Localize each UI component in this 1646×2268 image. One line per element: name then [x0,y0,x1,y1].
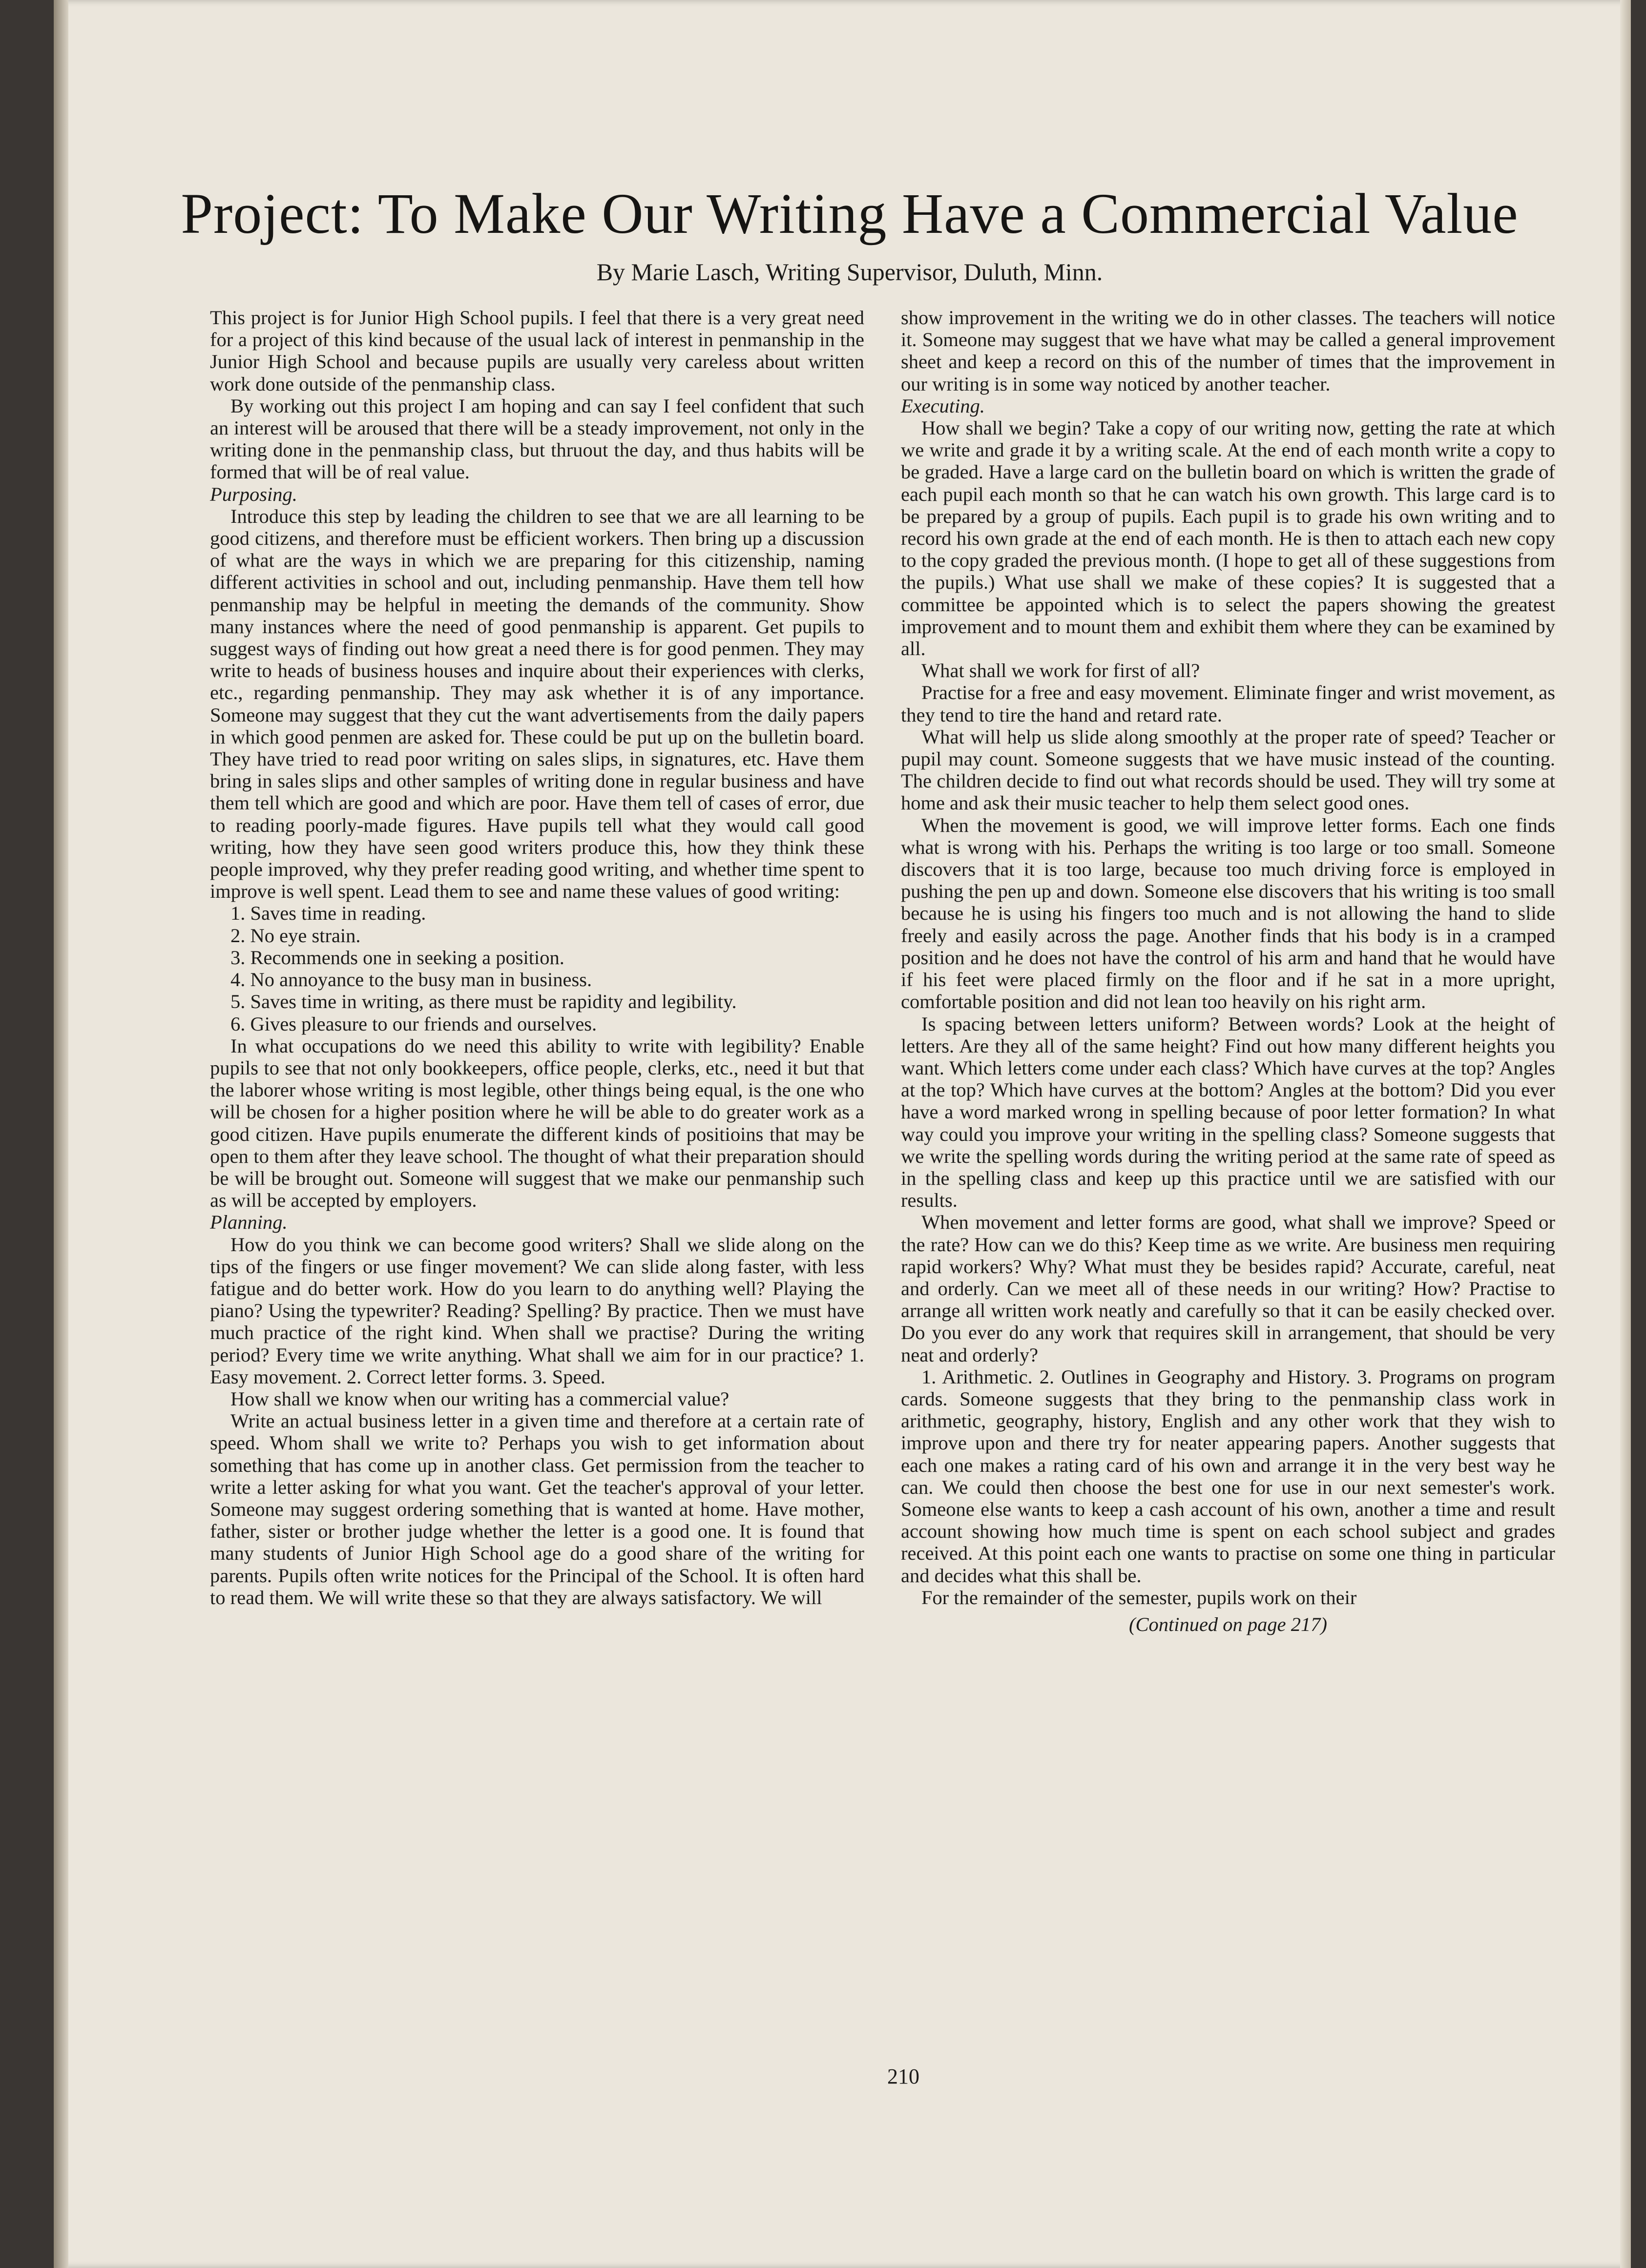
section-heading-executing: Executing. [901,394,985,417]
paragraph: Is spacing between letters uniform? Between words? Look at the height of letters. Are they all of the same height? Find out how many different heights you want. Which letters come under each class? Which have curves at the top? Angles at the top? Which have curves at the bottom? Angles at the bottom? Did you ever have a word marked wrong in spelling because of poor letter formation? In what way could you improve your writing in the spelling class? Someone suggests that we write the spelling words during the writing period at the same rate of speed as in the spelling class and keep up this practice until we are satisfied with our results. [901,1012,1555,1212]
paragraph: Practise for a free and easy movement. Eliminate finger and wrist movement, as they tend to tire the hand and retard rate. [901,681,1555,726]
page-edge [1620,0,1631,2268]
paragraph: In what occupations do we need this ability to write with legibility? Enable pupils to see that not only bookkeepers, office people, clerks, etc., need it but that the laborer whose writing is most legible, other things being equal, is the one who will be chosen for a higher position where he will be able to do greater work as a good citizen. Have pupils enumerate the different kinds of positioins that may be open to them after they leave school. The thought of what their preparation should be will be brought out. Someone will suggest that we make our penmanship such as will be accepted by employers. [210,1034,864,1212]
paragraph: When movement and letter forms are good, what shall we improve? Speed or the rate? How can we do this? Keep time as we write. Are business men requiring rapid workers? Why? What must they be besides rapid? Accurate, careful, neat and orderly. Can we meet all of these needs in our writing? How? Practise to arrange all written work neatly and carefully so that it can be easily checked over. Do you ever do any work that requires skill in arrangement, that should be very neat and orderly? [901,1211,1555,1366]
continued-notice: (Continued on page 217) [1128,1613,1328,1635]
paragraph: When the movement is good, we will improve letter forms. Each one finds what is wrong with his. Perhaps the writing is too large or too small. Someone discovers that it is too large, because too much driving force is employed in pushing the pen up and down. Someone else discovers that his writing is too small because he is using his fingers too much and is not allowing the hand to slide freely and easily across the page. Another finds that his body is in a cramped position and he does not have the control of his arm and hand that he would have if his feet were placed firmly on the floor and if he sat in a more upright, comfortable position and did not lean too heavily on his right arm. [901,814,1555,1013]
paragraph: show improvement in the writing we do in other classes. The teachers will notice it. Someone may suggest that we have what may be called a general improvement sheet and keep a record on this of the number of times that the improvement in our writing is in some way noticed by another teacher. [901,307,1555,395]
paragraph: How shall we know when our writing has a commercial value? [230,1387,729,1410]
paragraph: Write an actual business letter in a given time and therefore at a certain rate of speed. Whom shall we write to? Perhaps you wish to get information about something that has come up in another class. Get permission from the teacher to write a letter asking for what you want. Get the teacher's approval of your letter. Someone may suggest ordering something that is wanted at home. Have mother, father, sister or brother judge whether the letter is a good one. It is found that many students of Junior High School age do a good share of the writing for parents. Pupils often write notices for the Principal of the School. It is often hard to read them. We will write these so that they are always satisfactory. We will [210,1410,864,1608]
list-item: 4. No annoyance to the busy man in business. [230,969,592,991]
list-item: 3. Recommends one in seeking a position. [230,946,564,969]
paragraph: By working out this project I am hoping and can say I feel confident that such an interest will be aroused that there will be a steady improvement, not only in the writing done in the penmanship class, but thruout the day, and thus habits will be formed that will be of real value. [210,394,864,483]
article-byline: By Marie Lasch, Writing Supervisor, Duluth, Minn. [596,258,1103,286]
paragraph: How shall we begin? Take a copy of our writing now, getting the rate at which we write and grade it by a writing scale. At the end of each month write a copy to be graded. Have a large card on the bulletin board on which is written the grade of each pupil each month so that he can watch his own growth. This large card is to be prepared by a group of pupils. Each pupil is to grade his own writing and to record his own grade at the end of each month. He is then to attach each new copy to the copy graded the previous month. (I hope to get all of these suggestions from the pupils.) What use shall we make of these copies? It is suggested that a committee be appointed which is to select the papers showing the greatest improvement and to mount them and exhibit them where they can be examined by all. [901,417,1555,660]
right-column [901,307,1555,1635]
paragraph: What will help us slide along smoothly at the proper rate of speed? Teacher or pupil may count. Someone suggests that we have music instead of the counting. The children decide to find out what records should be used. They will try some at home and ask their music teacher to help them select good ones. [901,725,1555,814]
section-heading-purposing: Purposing. [210,483,297,505]
binding-gutter [54,0,68,2268]
article-title: Project: To Make Our Writing Have a Commercial Value [181,182,1519,246]
section-heading-planning: Planning. [210,1211,288,1234]
list-item: 6. Gives pleasure to our friends and ourselves. [230,1012,597,1035]
list-item: 2. No eye strain. [230,924,361,947]
paragraph: 1. Arithmetic. 2. Outlines in Geography and History. 3. Programs on program cards. Someone suggests that they bring to the penmanship class work in arithmetic, geography, history, English and any other work that they wish to improve upon and there try for neater appearing papers. Another suggests that each one makes a rating card of his own and arrange it in the very best way he can. We could then choose the best one for use in our next semester's work. Someone else wants to keep a cash account of his own, another a time and result account showing how much time is spent on each school subject and grades received. At this point each one wants to practise on some one thing in particular and decides what this shall be. [901,1365,1555,1587]
paragraph: This project is for Junior High School pupils. I feel that there is a very great need for a project of this kind because of the usual lack of interest in penmanship in the Junior High School and because pupils are usually very careless about written work done outside of the penmanship class. [210,307,864,395]
paragraph: What shall we work for first of all? [921,660,1200,682]
paragraph: How do you think we can become good writers? Shall we slide along on the tips of the fingers or use finger movement? We can slide along faster, with less fatigue and do better work. How do you learn to do anything well? Playing the piano? Using the typewriter? Reading? Spelling? By practice. Then we must have much practice of the right kind. When shall we practise? During the writing period? Every time we write anything. What shall we aim for in our practice? 1. Easy movement. 2. Correct letter forms. 3. Speed. [210,1233,864,1388]
paragraph: Introduce this step by leading the children to see that we are all learning to be good citizens, and therefore must be efficient workers. Then bring up a discussion of what are the ways in which we are preparing for this citizenship, naming different activities in school and out, including penmanship. Have them tell how penmanship may be helpful in meeting the demands of the community. Show many instances where the need of good penmanship is apparent. Get pupils to suggest ways of finding out how great a need there is for good penmen. They may write to heads of business houses and inquire about their experiences with clerks, etc., regarding penmanship. They may ask whether it is of any importance. Someone may suggest that they cut the want advertisements from the daily papers in which good penmen are asked for. These could be put up on the bulletin board. They have tried to read poor writing on sales slips, in signatures, etc. Have them bring in sales slips and other samples of writing done in regular business and have them tell which are good and which are poor. Have them tell of cases of error, due to reading poorly-made figures. Have pupils tell what they would call good writing, how they have seen good writers produce this, how they think these people improved, why they prefer reading good writing, and whether time spent to improve is well spent. Lead them to see and name these values of good writing: [210,505,864,903]
paragraph: For the remainder of the semester, pupils work on their [921,1586,1357,1608]
list-item: 1. Saves time in reading. [230,902,426,925]
magazine-page [54,0,1631,2268]
left-column [210,307,864,1608]
page-number: 210 [887,2064,919,2088]
list-item: 5. Saves time in writing, as there must be rapidity and legibility. [230,990,737,1013]
